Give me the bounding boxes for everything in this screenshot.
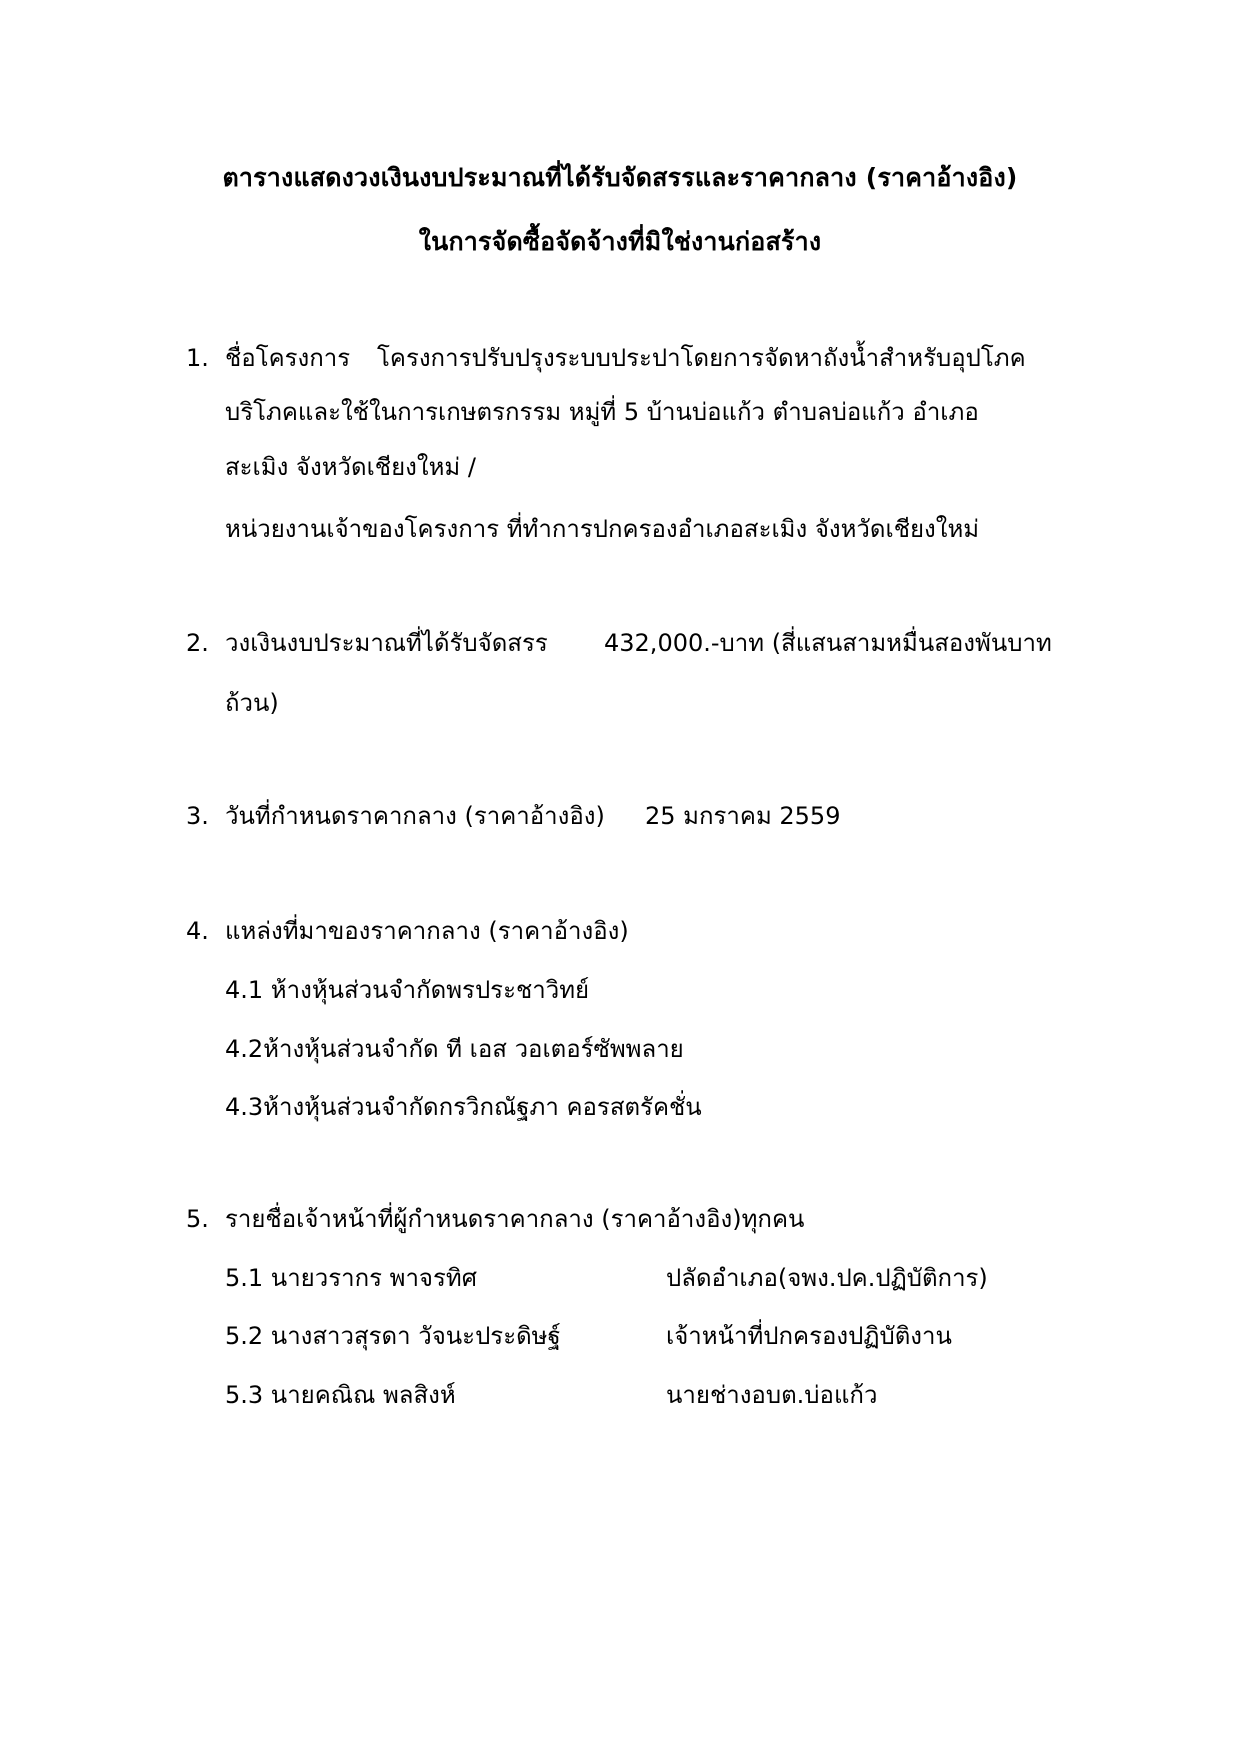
officer-position: นายช่างอบต.บ่อแก้ว [666,1381,878,1409]
officer-name: 5.3 นายคณิณ พลสิงห์ [225,1381,456,1409]
section-1-project-name: โครงการปรับปรุงระบบประปาโดยการจัดหาถังน้ำสำหรับอุปโภค [377,344,1026,372]
section-1-label: ชื่อโครงการ [225,344,351,372]
document-title-line-2: ในการจัดซื้อจัดจ้างที่มิใช่งานก่อสร้าง [418,227,822,256]
officer-position: ปลัดอำเภอ(จพง.ปค.ปฏิบัติการ) [666,1264,988,1292]
section-2-number: 2. [186,629,209,657]
section-1-project-name-line-2: บริโภคและใช้ในการเกษตรกรรม หมู่ที่ 5 บ้านบ่อแก้ว ตำบลบ่อแก้ว อำเภอ [225,398,979,426]
section-3-date: 25 มกราคม 2559 [645,802,841,830]
section-4-number: 4. [186,917,209,945]
officer-name: 5.1 นายวรากร พาจรทิศ [225,1264,477,1292]
section-5-number: 5. [186,1205,209,1233]
section-2-amount-continued: ถ้วน) [225,689,279,717]
section-5-label: รายชื่อเจ้าหน้าที่ผู้กำหนดราคากลาง (ราคาอ้างอิง)ทุกคน [225,1205,805,1233]
section-1-owner-agency: หน่วยงานเจ้าของโครงการ ที่ทำการปกครองอำเภอสะเมิง จังหวัดเชียงใหม่ [225,515,980,543]
document-title-line-1: ตารางแสดงวงเงินงบประมาณที่ได้รับจัดสรรและราคากลาง (ราคาอ้างอิง) [222,163,1018,192]
price-source-item: 4.1 ห้างหุ้นส่วนจำกัดพรประชาวิทย์ [225,976,590,1004]
officer-position: เจ้าหน้าที่ปกครองปฏิบัติงาน [666,1322,952,1350]
section-3-label: วันที่กำหนดราคากลาง (ราคาอ้างอิง) [225,802,605,830]
section-2-label: วงเงินงบประมาณที่ได้รับจัดสรร [225,629,548,657]
section-1-project-name-line-3: สะเมิง จังหวัดเชียงใหม่ / [225,453,476,481]
officer-name: 5.2 นางสาวสุรดา วัจนะประดิษฐ์ [225,1322,561,1350]
price-source-item: 4.2ห้างหุ้นส่วนจำกัด ที เอส วอเตอร์ซัพพลาย [225,1035,684,1063]
section-4-label: แหล่งที่มาของราคากลาง (ราคาอ้างอิง) [225,917,629,945]
section-2-amount: 432,000.-บาท (สี่แสนสามหมื่นสองพันบาท [604,629,1052,657]
section-1-number: 1. [186,344,209,372]
section-3-number: 3. [186,802,209,830]
price-source-item: 4.3ห้างหุ้นส่วนจำกัดกรวิกณัฐภา คอรสตรัคชั่น [225,1093,702,1121]
